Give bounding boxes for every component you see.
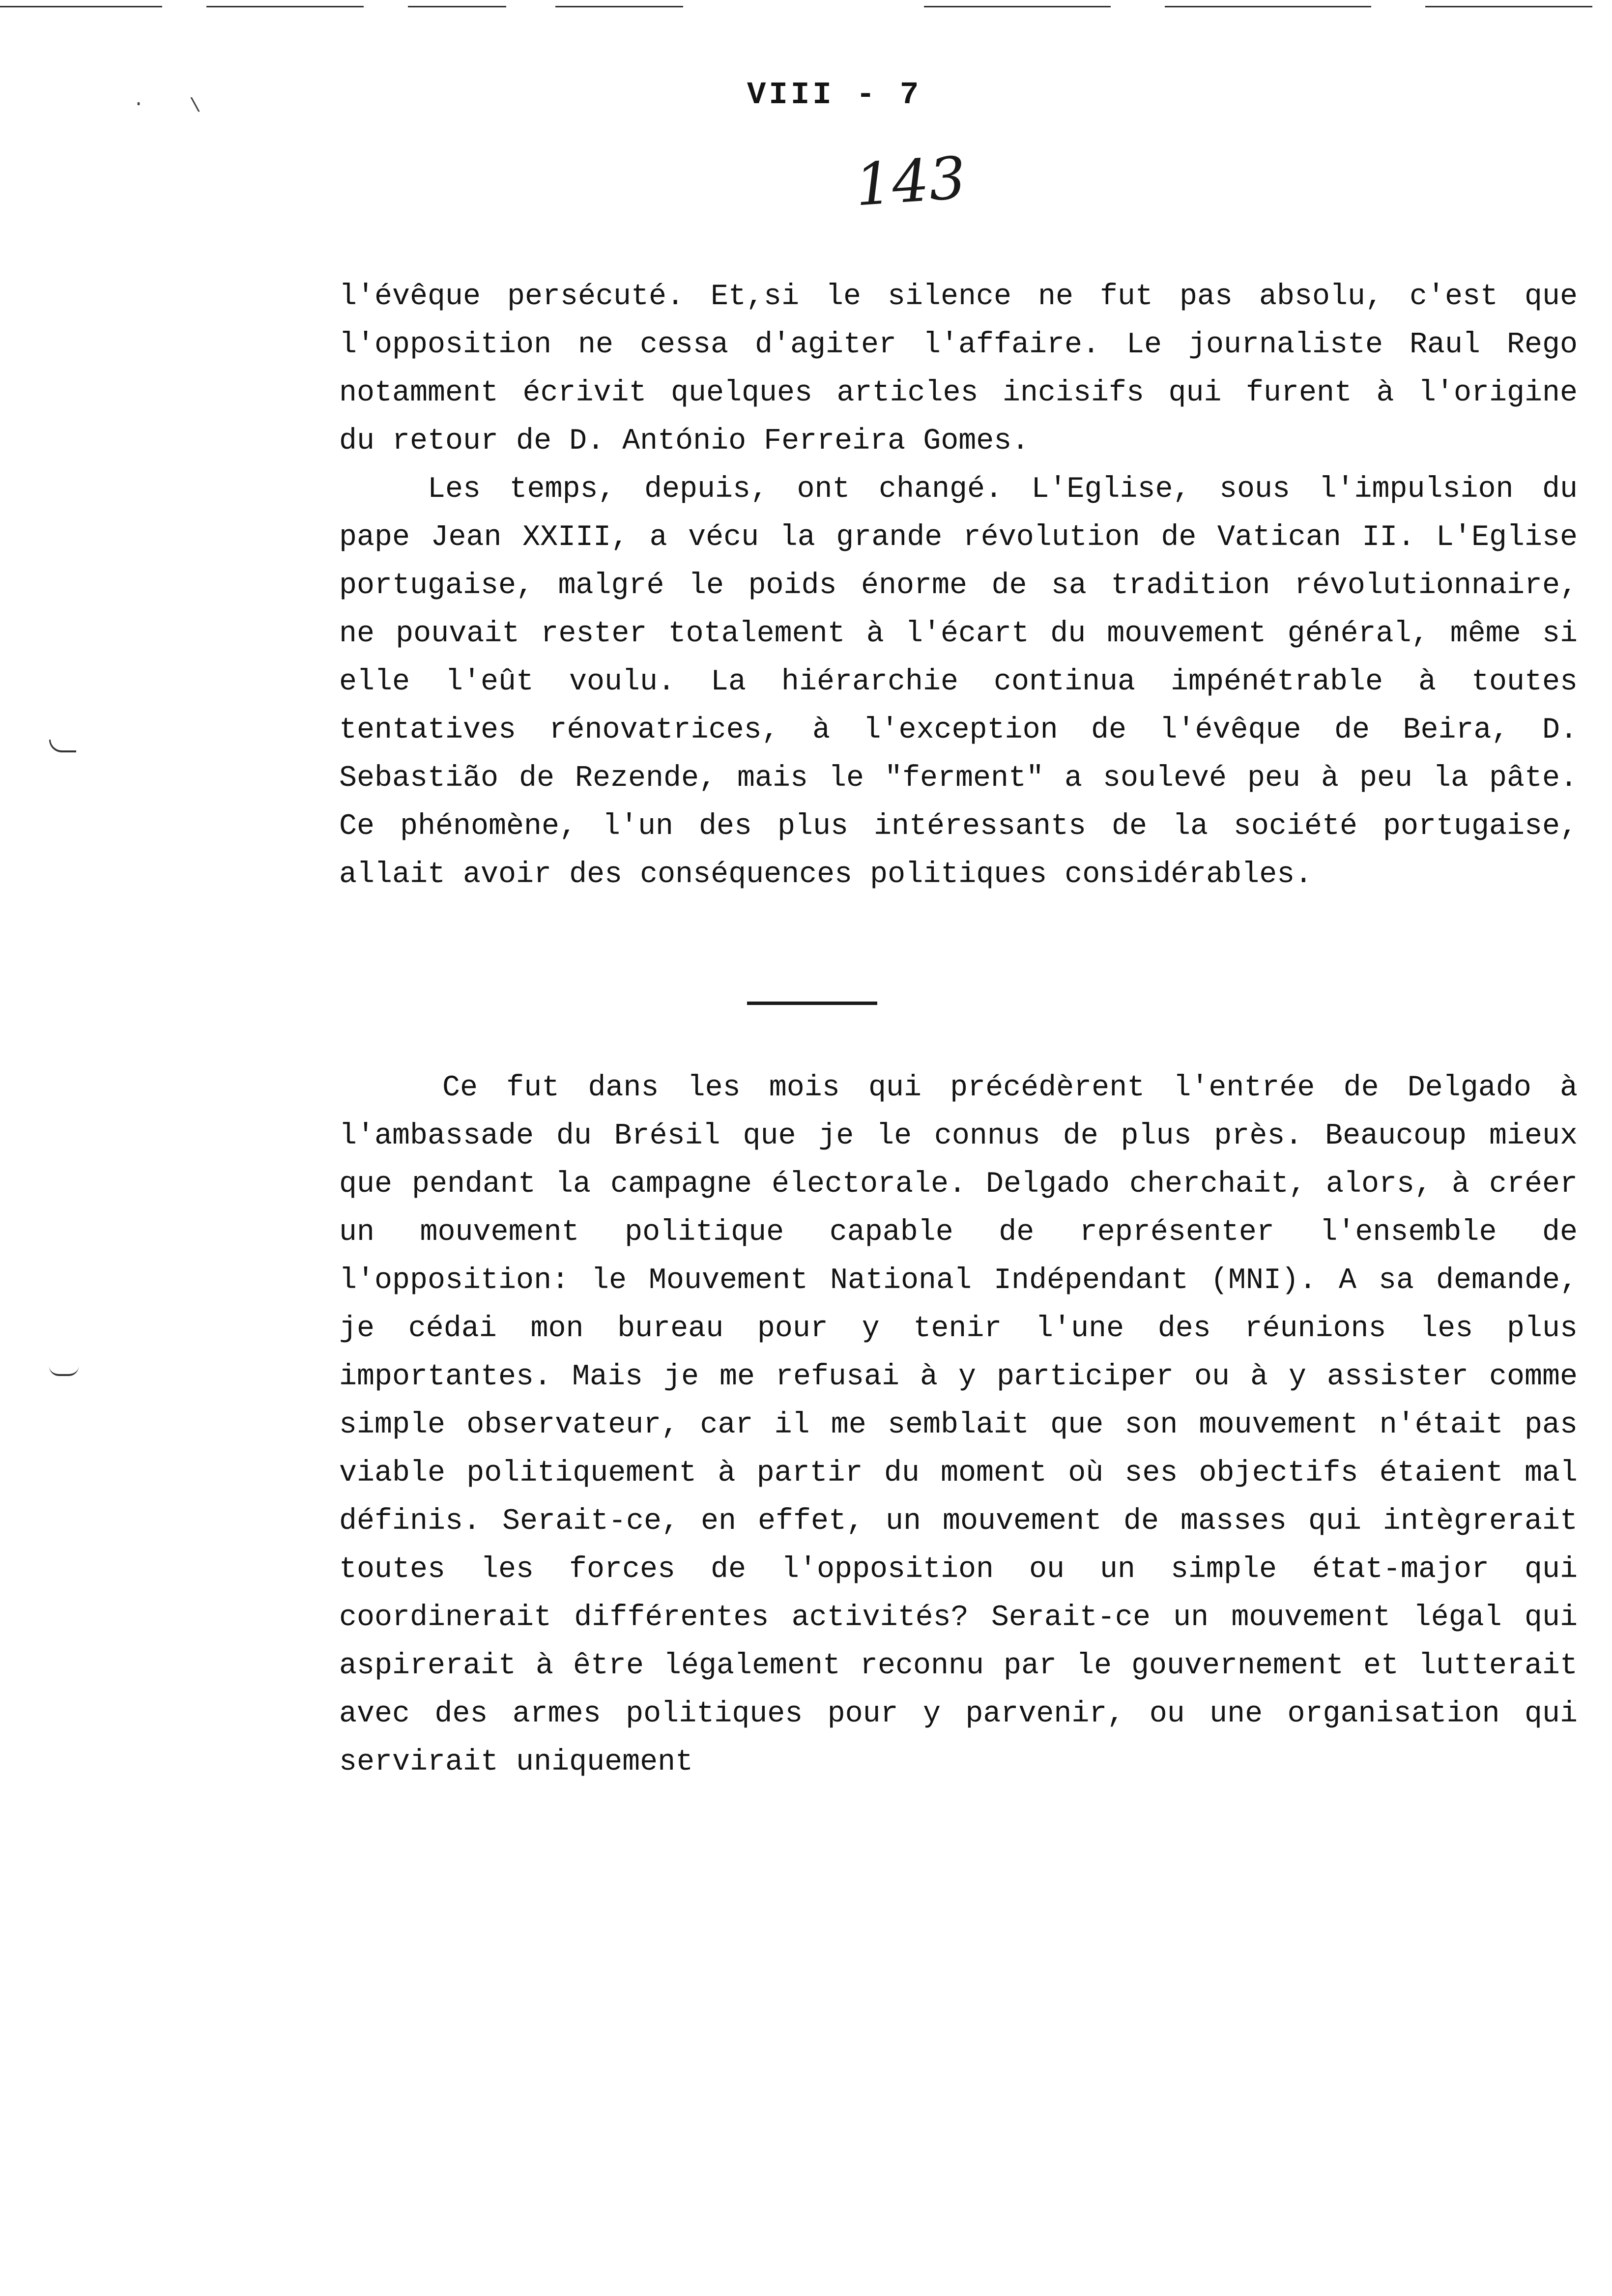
scan-edge-line <box>1165 6 1371 7</box>
scan-edge-line <box>1425 6 1592 7</box>
text-section-1 <box>339 273 1578 899</box>
stray-mark: \ <box>189 96 202 118</box>
scan-edge-line <box>206 6 364 7</box>
scan-edge-line <box>924 6 1111 7</box>
page-number: VIII - 7 <box>747 78 922 113</box>
folio-number-handwritten: 143 <box>853 144 968 219</box>
scan-edge-line <box>555 6 683 7</box>
section-divider <box>747 1002 877 1005</box>
margin-punch-mark <box>49 740 76 752</box>
scan-edge-line <box>0 6 162 7</box>
paragraph: l'évêque persécuté. Et,si le silence ne fut pas absolu, c'est que l'opposition ne cessa d'agiter l'affaire. Le journaliste Raul Rego notamment écrivit quelques articles incisifs qui furent à l'origine du retour de D. António Ferreira Gomes. <box>339 280 1578 458</box>
scan-edge-line <box>408 6 506 7</box>
paragraph: Les temps, depuis, ont changé. L'Eglise, sous l'impulsion du pape Jean XXIII, a vécu la grande révolution de Vatican II. L'Eglise portugaise, malgré le poids énorme de sa tradition révolutionnaire, ne pouvait rester totalement à l'écart du mouvement général, même si elle l'eût voulu. La hiérarchie continua impénétrable à toutes tentatives rénovatrices, à l'exception de l'évêque de Beira, D. Sebastião de Rezende, mais le "ferment" a soulevé peu à peu la pâte. Ce phénomène, l'un des plus intéressants de la société portugaise, allait avoir des conséquences politiques considérables. <box>339 473 1578 891</box>
margin-punch-mark <box>49 1366 79 1376</box>
paragraph: Ce fut dans les mois qui précédèrent l'entrée de Delgado à l'ambassade du Brésil que je le connus de plus près. Beaucoup mieux que pendant la campagne électorale. Delgado cherchait, alors, à créer un mouvement politique capable de représenter l'ensemble de l'opposition: le Mouvement National Indépendant (MNI). A sa demande, je cédai mon bureau pour y tenir l'une des réunions les plus importantes. Mais je me refusai à y participer ou à y assister comme simple observateur, car il me semblait que son mouvement n'était pas viable politiquement à partir du moment où ses objectifs étaient mal définis. Serait-ce, en effet, un mouvement de masses qui intègrerait toutes les forces de l'opposition ou un simple état-major qui coordinerait différentes activités? Serait-ce un mouvement légal qui aspirerait à être légalement reconnu par le gouvernement et lutterait avec des armes politiques pour y parvenir, ou une organisation qui servirait uniquement <box>339 1071 1578 1779</box>
stray-mark: · <box>133 93 145 115</box>
